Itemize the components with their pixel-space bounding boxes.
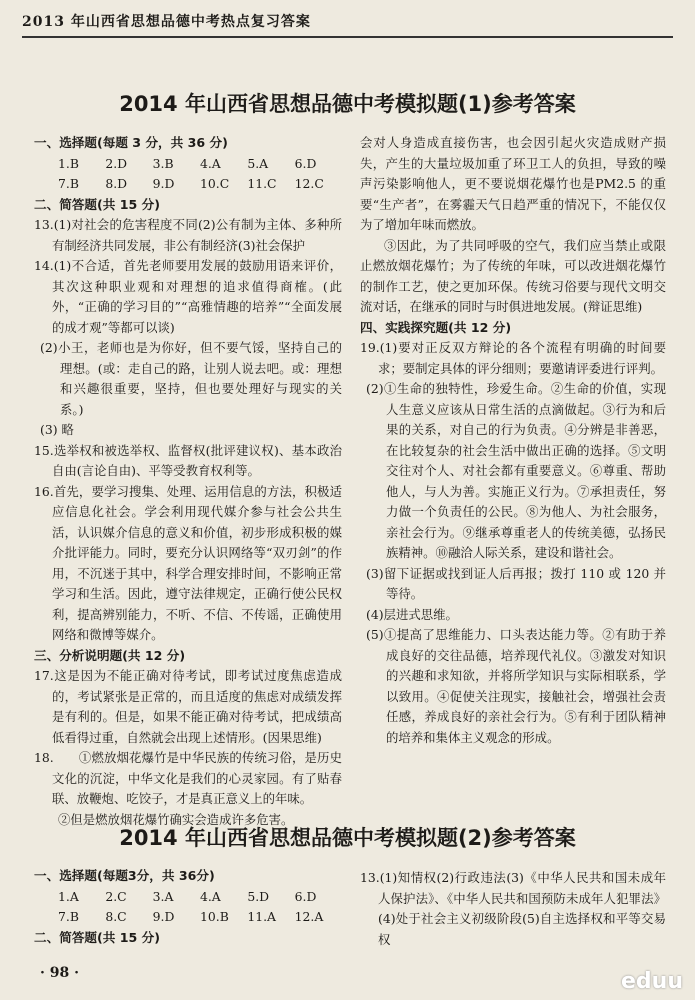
answer-q17: 17.这是因为不能正确对待考试，即考试过度焦虑造成的，考试紧张是正常的，而且适度的焦虑对成绩发挥是有利的。但是，如果不能正确对待考试，把成绩高低看得过重，自然就会出现上述情形。(因果思维) [34,668,342,745]
exam2-right-column [360,868,666,950]
answer: 6.D [294,155,317,171]
answer: 2.C [105,888,127,904]
exam1-section-choice: 一、选择题(每题 3 分，共 36 分) [34,135,228,150]
exam2-choice-answers-row2 [34,907,342,928]
answer: 3.B [152,155,174,171]
exam1-right-column [360,133,666,748]
exam2-title: 2014 年山西省思想品德中考模拟题(2)参考答案 [119,826,576,850]
answer-q13: 13.(1)对社会的危害程度不同(2)公有制为主体、多种所有制经济共同发展，非公有制经济(3)社会保护 [34,217,342,253]
answer: 5.A [247,155,269,171]
answer: 12.C [294,176,324,191]
answer: 7.B [58,909,79,924]
exam2-section-choice: 一、选择题(每题3分，共 36分) [34,868,215,883]
answer: 9.D [152,176,175,191]
exam1-choice-answers-row2 [34,174,342,195]
answer-q19-4: (4)层进式思维。 [366,606,458,622]
answer: 2.D [105,155,128,171]
answer: 4.A [199,888,221,904]
exam1-title: 2014 年山西省思想品德中考模拟题(1)参考答案 [119,92,576,116]
answer: 9.D [152,909,175,924]
answer-q14-1: 14.(1)不合适，首先老师要用发展的鼓励用语来评价，其次这种职业观和对理想的追求值得商榷。(此外，“正确的学习目的”“高雅情趣的培养”“全面发展的成才观”等都可以谈) [34,258,342,335]
running-header: 2013 年山西省思想品德中考热点复习答案 [22,10,673,38]
answer-q14-2: (2)小王，老师也是为你好，但不要气馁，坚持自己的理想。(或：走自己的路，让别人说去吧。或：理想和兴趣很重要，坚持，但也要处理好与现实的关系。) [40,340,342,417]
answer: 1.A [58,888,79,904]
answer: 10.C [199,176,230,191]
answer: 10.B [199,909,229,924]
exam1-left-column [34,133,342,830]
answer-q18-3: ③因此，为了共同呼吸的空气，我们应当禁止或限止燃放烟花爆竹；为了传统的年味，可以改进烟花爆竹的制作工艺，使之更加环保。传统习俗要与现代文明交流对话，在继承的同时与时俱进地发展。(辩证思维) [360,237,666,314]
exam1-section-practice: 四、实践探究题(共 12 分) [360,319,512,335]
answer-q19-2: (2)①生命的独特性，珍爱生命。②生命的价值，实现人生意义应该从日常生活的点滴做起。③行为和后果的关系，对自己的行为负责。④分辨是非善恶，在比较复杂的社会生活中做出正确的选择。⑤文明交往对个人、对社会都有重要意义。⑥尊重、帮助他人，与人为善。实施正义行为。⑦承担责任，努力做一个负责任的公民。⑧为他人、为社会服务，亲社会行为。⑨继承尊重老人的传统美德，弘扬民族精神。⑩融洽人际关系，建设和谐社会。 [366,381,666,560]
answer-q18-2: ②但是燃放烟花爆竹确实会造成许多危害。 [58,811,294,827]
exam1-section-short-answer: 二、简答题(共 15 分) [34,196,160,212]
answer-q16: 16.首先，要学习搜集、处理、运用信息的方法，积极适应信息化社会。学会利用现代媒介参与社会公共生活，认识媒介信息的意义和价值，初步形成积极的媒介批评能力。同时，要充分认识网络等“双刃剑”的作用，不沉迷于其中，科学合理安排时间，不影响正常学习和生活。因此，遵守法律规定，正确行使公民权利，提高辨别能力，不听、不信、不传谣，正确使用网络和微博等媒介。 [34,483,342,642]
answer: 3.A [152,888,174,904]
answer: 11.C [247,176,277,191]
answer: 1.B [58,155,79,171]
exam1-section-analysis: 三、分析说明题(共 12 分) [34,647,186,663]
answer-q19-5: (5)①提高了思维能力、口头表达能力等。②有助于养成良好的交往品德，培养现代礼仪。③激发对知识的兴趣和求知欲，并将所学知识与实际相联系，学以致用。④促使关注现实，接触社会，增强社会责任感，养成良好的亲社会行为。⑤有利于团队精神的培养和集体主义观念的形成。 [366,627,666,745]
answer: 6.D [294,888,317,904]
exam2-answer-q13: 13.(1)知情权(2)行政违法(3)《中华人民共和国未成年人保护法》、《中华人民共和国预防未成年人犯罪法》(4)处于社会主义初级阶段(5)自主选择权和平等交易权 [360,870,666,947]
answer: 8.D [105,176,128,191]
answer-q19-1: 19.(1)要对正反双方辩论的各个流程有明确的时间要求；要制定具体的评分细则；要邀请评委进行评判。 [360,340,666,376]
answer: 5.D [247,888,270,904]
answer: 4.A [199,155,221,171]
exam1-choice-answers-row1 [34,154,342,175]
exam2-choice-answers-row1 [34,887,342,908]
answer: 7.B [58,176,79,191]
site-watermark: eduu [621,969,683,994]
answer-q15: 15.选举权和被选举权、监督权(批评建议权)、基本政治自由(言论自由)、平等受教育权利等。 [34,442,342,478]
answer-q19-3: (3)留下证据或找到证人后再报；拨打 110 或 120 并等待。 [366,565,666,601]
answer-q14-3: (3) 略 [40,422,74,437]
answer: 8.C [105,909,127,924]
exam2-left-column [34,866,342,948]
answer: 12.A [294,909,324,924]
exam2-section-short-answer: 二、简答题(共 15 分) [34,929,160,945]
answer: 11.A [247,909,276,924]
answer-q18-continued: 会对人身造成直接伤害，也会因引起火灾造成财产损失，产生的大量垃圾加重了环卫工人的负担，导致的噪声污染影响他人，更不要说烟花爆竹也是PM2.5 的重要“生产者”，在雾霾天气日趋严重的情况下，不能仅仅为了增加年味而燃放。 [360,135,666,232]
page-number: · 98 · [40,965,79,981]
answer-q18-1: 18. ①燃放烟花爆竹是中华民族的传统习俗，是历史文化的沉淀，中华文化是我们的心灵家园。有了贴春联、放鞭炮、吃饺子，才是真正意义上的年味。 [34,750,342,806]
